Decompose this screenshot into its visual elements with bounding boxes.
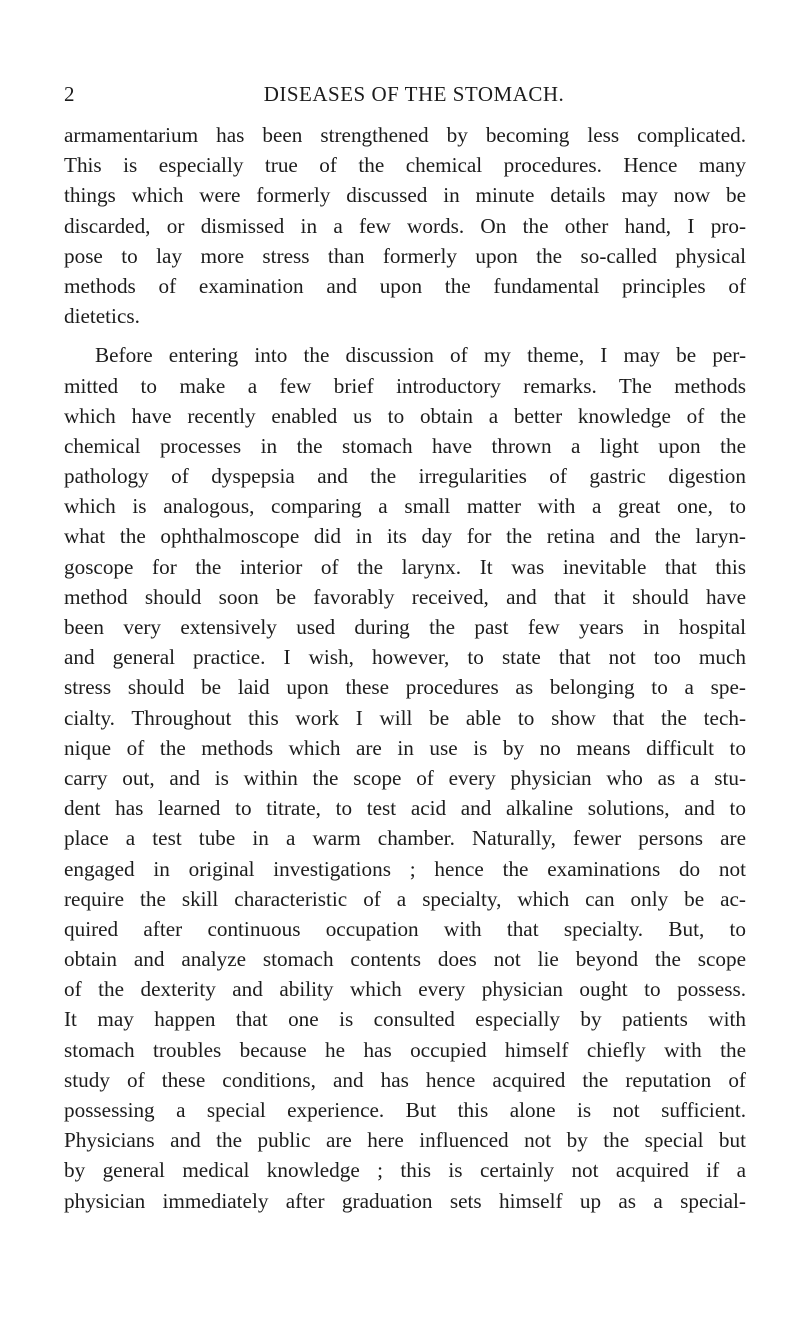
text-line: It may happen that one is consulted especially by patients with [64,1007,746,1032]
text-line: Physicians and the public are here influenced not by the special but [64,1128,746,1153]
text-line: mitted to make a few brief introductory remarks. The methods [64,373,746,398]
paragraph-1 [64,120,746,331]
text-line: This is especially true of the chemical procedures. Hence many [64,153,746,178]
running-head [64,82,744,112]
paragraph-2 [64,340,746,1215]
text-line: armamentarium has been strengthened by becoming less complicated. [64,123,746,147]
text-line: possessing a special experience. But this alone is not sufficient. [64,1098,746,1122]
paragraph-gap [64,331,746,340]
text-line: chemical processes in the stomach have thrown a light upon the [64,433,746,458]
text-line: by general medical knowledge ; this is certainly not acquired if a [64,1158,746,1183]
text-line: things which were formerly discussed in minute details may now be [64,183,746,208]
text-line: study of these conditions, and has hence acquired the reputation of [64,1067,746,1092]
text-line: goscope for the interior of the larynx. It was inevitable that this [64,554,746,579]
text-line: pathology of dyspepsia and the irregularities of gastric digestion [64,464,746,489]
text-line: of the dexterity and ability which every physician ought to possess. [64,977,746,1002]
text-line: Before entering into the discussion of my theme, I may be per- [95,343,746,368]
text-line: cialty. Throughout this work I will be able to show that the tech- [64,705,746,730]
text-line: method should soon be favorably received, and that it should have [64,584,746,609]
text-line: physician immediately after graduation sets himself up as a special- [64,1188,746,1213]
text-line: dietetics. [64,304,140,329]
text-line: stress should be laid upon these procedures as belonging to a spe- [64,675,746,700]
running-title: DISEASES OF THE STOMACH. [263,82,565,106]
text-line: which is analogous, comparing a small matter with a great one, to [64,494,746,519]
page-number: 2 [64,82,75,106]
text-line: discarded, or dismissed in a few words. On the other hand, I pro- [64,213,746,238]
text-line: and general practice. I wish, however, to state that not too much [64,645,746,670]
text-line: nique of the methods which are in use is by no means difficult to [64,735,746,760]
text-line: dent has learned to titrate, to test acid and alkaline solutions, and to [64,796,746,821]
text-line: stomach troubles because he has occupied himself chiefly with the [64,1037,746,1062]
text-line: what the ophthalmoscope did in its day for the retina and the laryn- [64,524,746,549]
body-text [64,120,746,1216]
text-line: methods of examination and upon the fundamental principles of [64,273,746,298]
text-line: quired after continuous occupation with that specialty. But, to [64,916,746,941]
text-line: carry out, and is within the scope of every physician who as a stu- [64,765,746,790]
text-line: pose to lay more stress than formerly upon the so-called physical [64,243,746,268]
text-line: place a test tube in a warm chamber. Naturally, fewer persons are [64,826,746,851]
text-line: engaged in original investigations ; hence the examinations do not [64,856,746,881]
text-line: obtain and analyze stomach contents does not lie beyond the scope [64,947,746,972]
text-line: which have recently enabled us to obtain a better knowledge of the [64,403,746,428]
text-line: been very extensively used during the past few years in hospital [64,615,746,639]
text-line: require the skill characteristic of a specialty, which can only be ac- [64,886,746,911]
